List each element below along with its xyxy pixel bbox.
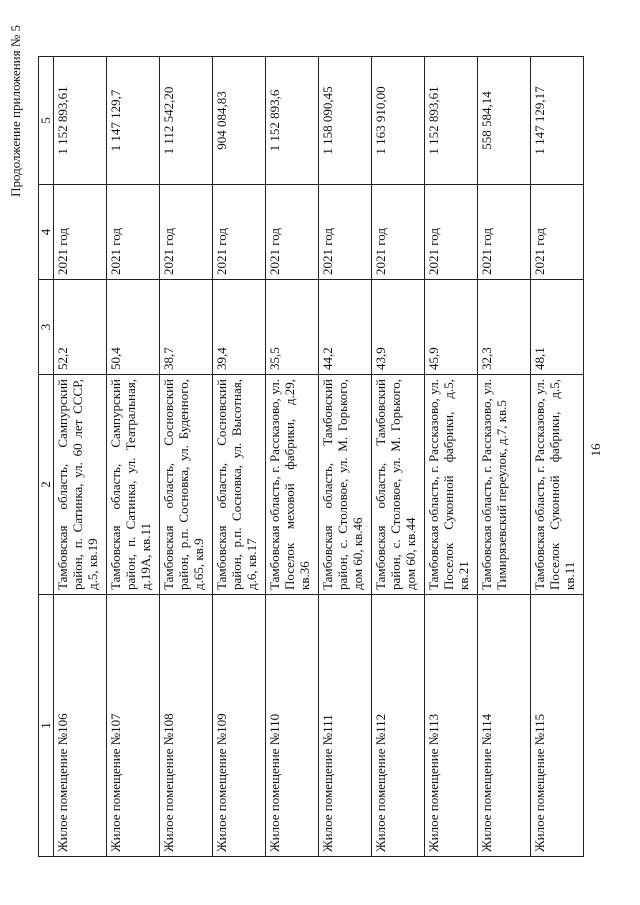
table-row <box>54 57 107 857</box>
property-address: Тамбовская область, г. Рассказово, ул. Поселок меховой фабрики, д.29, кв.36 <box>266 375 319 595</box>
property-year: 2021 год <box>478 185 531 280</box>
property-address: Тамбовская область, Сампурский район, п. Сатинка, ул. 60 лет СССР, д.5, кв.19 <box>54 375 107 595</box>
table-row <box>266 57 319 857</box>
property-area: 43,9 <box>372 280 425 375</box>
property-cost: 1 152 893,61 <box>54 57 107 185</box>
property-year: 2021 год <box>319 185 372 280</box>
property-area: 48,1 <box>531 280 584 375</box>
property-address: Тамбовская область, Тамбовский район, с. Столовое, ул. М. Горького, дом 60, кв.44 <box>372 375 425 595</box>
column-number: 4 <box>39 185 54 280</box>
property-area: 50,4 <box>107 280 160 375</box>
property-address: Тамбовская область, Сосновский район, р.п. Сосновка, ул. Высотная, д.6, кв.17 <box>213 375 266 595</box>
appendix-continuation-note: Продолжение приложения № 5 <box>8 25 23 197</box>
property-address: Тамбовская область, г. Рассказово, ул. Поселок Суконной фабрики, д.5, кв.11 <box>531 375 584 595</box>
property-table <box>38 56 584 857</box>
property-cost: 1 112 542,20 <box>160 57 213 185</box>
property-area: 38,7 <box>160 280 213 375</box>
property-address: Тамбовская область, Сампурский район, п. Сатинка, ул. Театральная, д.19А, кв.11 <box>107 375 160 595</box>
property-year: 2021 год <box>213 185 266 280</box>
property-name: Жилое помещение №113 <box>425 595 478 857</box>
property-year: 2021 год <box>54 185 107 280</box>
property-address: Тамбовская область, г. Рассказово, ул. Тимирязевский переулок, д.7, кв.5 <box>478 375 531 595</box>
property-cost: 904 084,83 <box>213 57 266 185</box>
property-address: Тамбовская область, Сосновский район, р.п. Сосновка, ул. Буденного, д.65, кв.9 <box>160 375 213 595</box>
property-year: 2021 год <box>107 185 160 280</box>
column-number: 2 <box>39 375 54 595</box>
property-name: Жилое помещение №107 <box>107 595 160 857</box>
property-name: Жилое помещение №112 <box>372 595 425 857</box>
property-name: Жилое помещение №108 <box>160 595 213 857</box>
property-area: 39,4 <box>213 280 266 375</box>
property-area: 35,5 <box>266 280 319 375</box>
property-year: 2021 год <box>531 185 584 280</box>
property-area: 52,2 <box>54 280 107 375</box>
property-cost: 1 147 129,17 <box>531 57 584 185</box>
property-year: 2021 год <box>266 185 319 280</box>
property-cost: 1 163 910,00 <box>372 57 425 185</box>
table-row <box>531 57 584 857</box>
property-name: Жилое помещение №110 <box>266 595 319 857</box>
property-name: Жилое помещение №109 <box>213 595 266 857</box>
column-number: 5 <box>39 57 54 185</box>
property-address: Тамбовская область, Тамбовский район, с. Столовое, ул. М. Горького, дом 60, кв.46 <box>319 375 372 595</box>
table-row <box>213 57 266 857</box>
property-name: Жилое помещение №114 <box>478 595 531 857</box>
property-name: Жилое помещение №111 <box>319 595 372 857</box>
column-number-row <box>39 57 54 857</box>
property-name: Жилое помещение №115 <box>531 595 584 857</box>
column-number: 3 <box>39 280 54 375</box>
property-year: 2021 год <box>372 185 425 280</box>
property-area: 32,3 <box>478 280 531 375</box>
property-cost: 1 147 129,7 <box>107 57 160 185</box>
property-cost: 1 152 893,6 <box>266 57 319 185</box>
property-year: 2021 год <box>160 185 213 280</box>
table-row <box>160 57 213 857</box>
property-address: Тамбовская область, г. Рассказово, ул. Поселок Суконной фабрики, д.5, кв.21 <box>425 375 478 595</box>
table-row <box>107 57 160 857</box>
page-number: 16 <box>588 443 603 457</box>
property-area: 45,9 <box>425 280 478 375</box>
table-row <box>372 57 425 857</box>
table-row <box>478 57 531 857</box>
property-cost: 1 152 893,61 <box>425 57 478 185</box>
table-row <box>319 57 372 857</box>
property-area: 44,2 <box>319 280 372 375</box>
property-name: Жилое помещение №106 <box>54 595 107 857</box>
table-row <box>425 57 478 857</box>
column-number: 1 <box>39 595 54 857</box>
property-year: 2021 год <box>425 185 478 280</box>
property-cost: 1 158 090,45 <box>319 57 372 185</box>
property-cost: 558 584,14 <box>478 57 531 185</box>
